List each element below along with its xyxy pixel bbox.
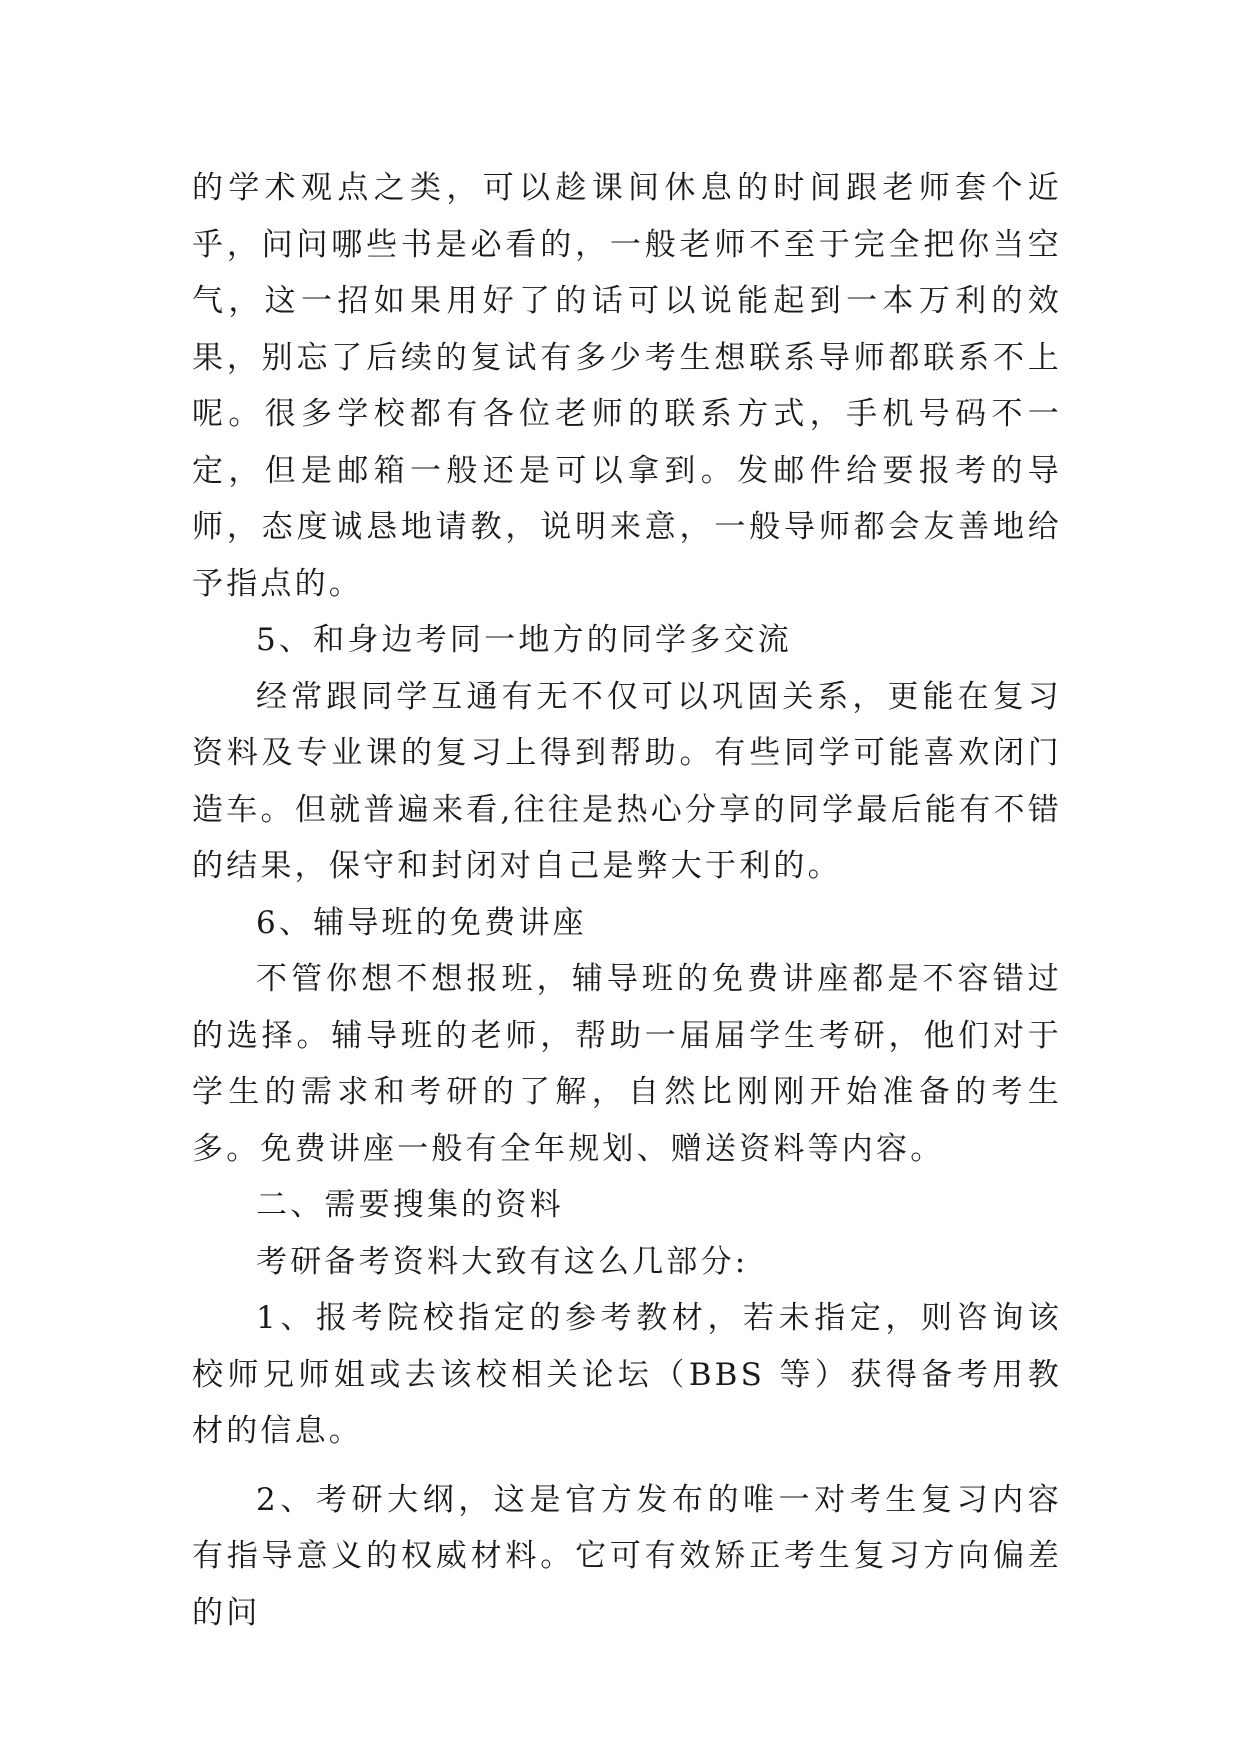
heading-materials: 二、需要搜集的资料 [256,1187,564,1223]
heading-classmate-exchange: 5、和身边考同一地方的同学多交流 [256,622,792,658]
paragraph-materials-intro: 考研备考资料大致有这么几部分: [256,1243,749,1280]
paragraph-free-lectures: 不管你想不想报班，辅导班的免费讲座都是不容错过的选择。辅导班的老师，帮助一届届学生考研，他们对于学生的需求和考研的了解，自然比刚刚开始准备的考生多。免费讲座一般有全年规划、赠送资料等内容。 [192,961,1062,1167]
list-item-syllabus: 2、考研大纲，这是官方发布的唯一对考生复习内容有指导意义的权威材料。它可有效矫正考生复习方向偏差的问 [192,1481,1062,1631]
paragraph-advisor-contact: 的学术观点之类，可以趁课间休息的时间跟老师套个近乎，问问哪些书是必看的，一般老师不至于完全把你当空气，这一招如果用好了的话可以说能起到一本万利的效果，别忘了后续的复试有多少考生想联系导师都联系不上呢。很多学校都有各位老师的联系方式，手机号码不一定，但是邮箱一般还是可以拿到。发邮件给要报考的导师，态度诚恳地请教，说明来意，一般导师都会友善地给予指点的。 [192,170,1062,602]
document-body [192,160,1062,1641]
list-item-textbooks: 1、报考院校指定的参考教材，若未指定，则咨询该校师兄师姐或去该校相关论坛（BBS 等）获得备考用教材的信息。 [192,1300,1062,1449]
paragraph-classmate-exchange: 经常跟同学互通有无不仅可以巩固关系，更能在复习资料及专业课的复习上得到帮助。有些同学可能喜欢闭门造车。但就普遍来看,往往是热心分享的同学最后能有不错的结果，保守和封闭对自己是弊大于利的。 [192,678,1062,884]
heading-free-lectures: 6、辅导班的免费讲座 [256,904,587,941]
